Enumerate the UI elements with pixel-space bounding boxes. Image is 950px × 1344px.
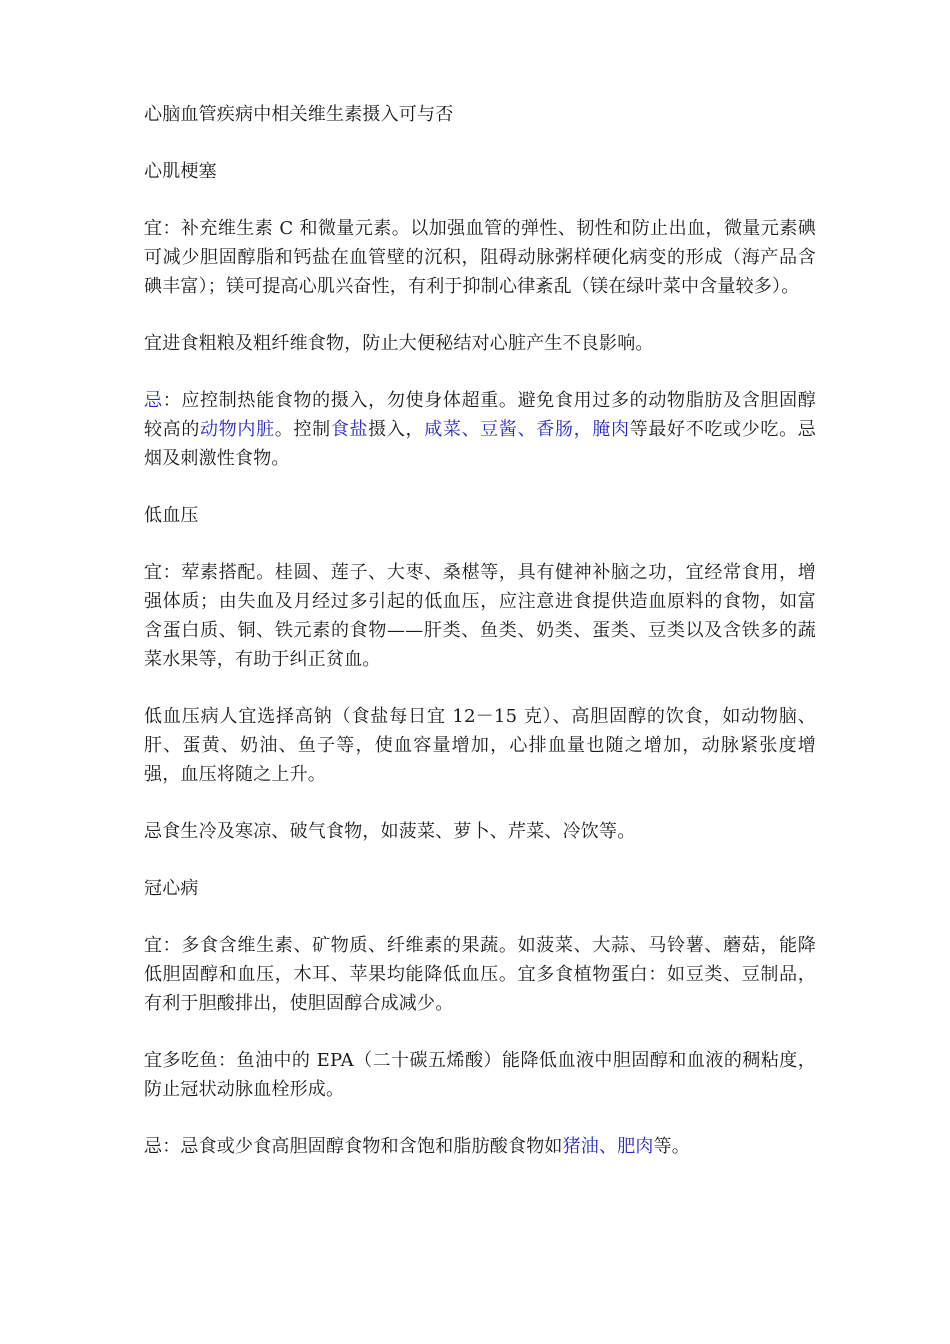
section-paragraph: 宜多吃鱼：鱼油中的 EPA（二十碳五烯酸）能降低血液中胆固醇和血液的稠粘度，防止冠状动脉血栓形成。 [144, 1050, 816, 1100]
text-span: ：应控制热能食物的摄入，勿使身体超重。避免食用过多的动物脂肪及含胆固醇较高的 [144, 390, 817, 440]
link-animal-organs[interactable]: 动物内脏 [200, 419, 275, 440]
section-heading-hypotension: 低血压 [144, 505, 199, 526]
section-heading-myocardial-infarction: 心肌梗塞 [144, 161, 217, 182]
link-ji[interactable]: 忌 [144, 390, 163, 411]
section-paragraph-avoid [144, 1132, 816, 1161]
section-paragraph: 低血压病人宜选择高钠（食盐每日宜 12－15 克）、高胆固醇的饮食，如动物脑、肝、蛋黄、奶油、鱼子等，使血容量增加，心排血量也随之增加，动脉紧张度增强，血压将随之上升。 [144, 706, 816, 785]
section-paragraph: 宜：荤素搭配。桂圆、莲子、大枣、桑椹等，具有健神补脑之功，宜经常食用，增强体质；由失血及月经过多引起的低血压，应注意进食提供造血原料的食物，如富含蛋白质、铜、铁元素的食物——肝类、鱼类、奶类、蛋类、豆类以及含铁多的蔬菜水果等，有助于纠正贫血。 [144, 562, 816, 670]
text-span: 摄入， [368, 419, 425, 440]
section-paragraph: 宜：补充维生素 C 和微量元素。以加强血管的弹性、韧性和防止出血，微量元素碘可减少胆固醇脂和钙盐在血管壁的沉积，阻碍动脉粥样硬化病变的形成（海产品含碘丰富）；镁可提高心肌兴奋性，有利于抑制心律紊乱（镁在绿叶菜中含量较多）。 [144, 218, 816, 297]
text-span: 。控制 [274, 419, 331, 440]
section-paragraph: 忌食生冷及寒凉、破气食物，如菠菜、萝卜、芹菜、冷饮等。 [144, 821, 636, 842]
link-salt[interactable]: 食盐 [330, 419, 369, 440]
link-lard-fatty-meat[interactable]: 猪油、肥肉 [562, 1136, 654, 1157]
section-paragraph-avoid [144, 386, 816, 473]
section-paragraph: 宜进食粗粮及粗纤维食物，防止大便秘结对心脏产生不良影响。 [144, 333, 654, 354]
section-heading-coronary-heart-disease: 冠心病 [144, 878, 199, 899]
document-title: 心脑血管疾病中相关维生素摄入可与否 [144, 104, 454, 125]
document-page [144, 100, 816, 1161]
link-pickled-foods[interactable]: 咸菜、豆酱、香肠，腌肉 [424, 419, 630, 440]
text-span: 忌：忌食或少食高胆固醇食物和含饱和脂肪酸食物如 [144, 1136, 563, 1157]
section-paragraph: 宜：多食含维生素、矿物质、纤维素的果蔬。如菠菜、大蒜、马铃薯、蘑菇，能降低胆固醇和血压，木耳、苹果均能降低血压。宜多食植物蛋白：如豆类、豆制品，有利于胆酸排出，使胆固醇合成减少。 [144, 935, 816, 1014]
text-span: 等最好不吃或少吃。忌烟及刺激性食物。 [144, 419, 816, 469]
text-span: 等。 [653, 1136, 691, 1157]
